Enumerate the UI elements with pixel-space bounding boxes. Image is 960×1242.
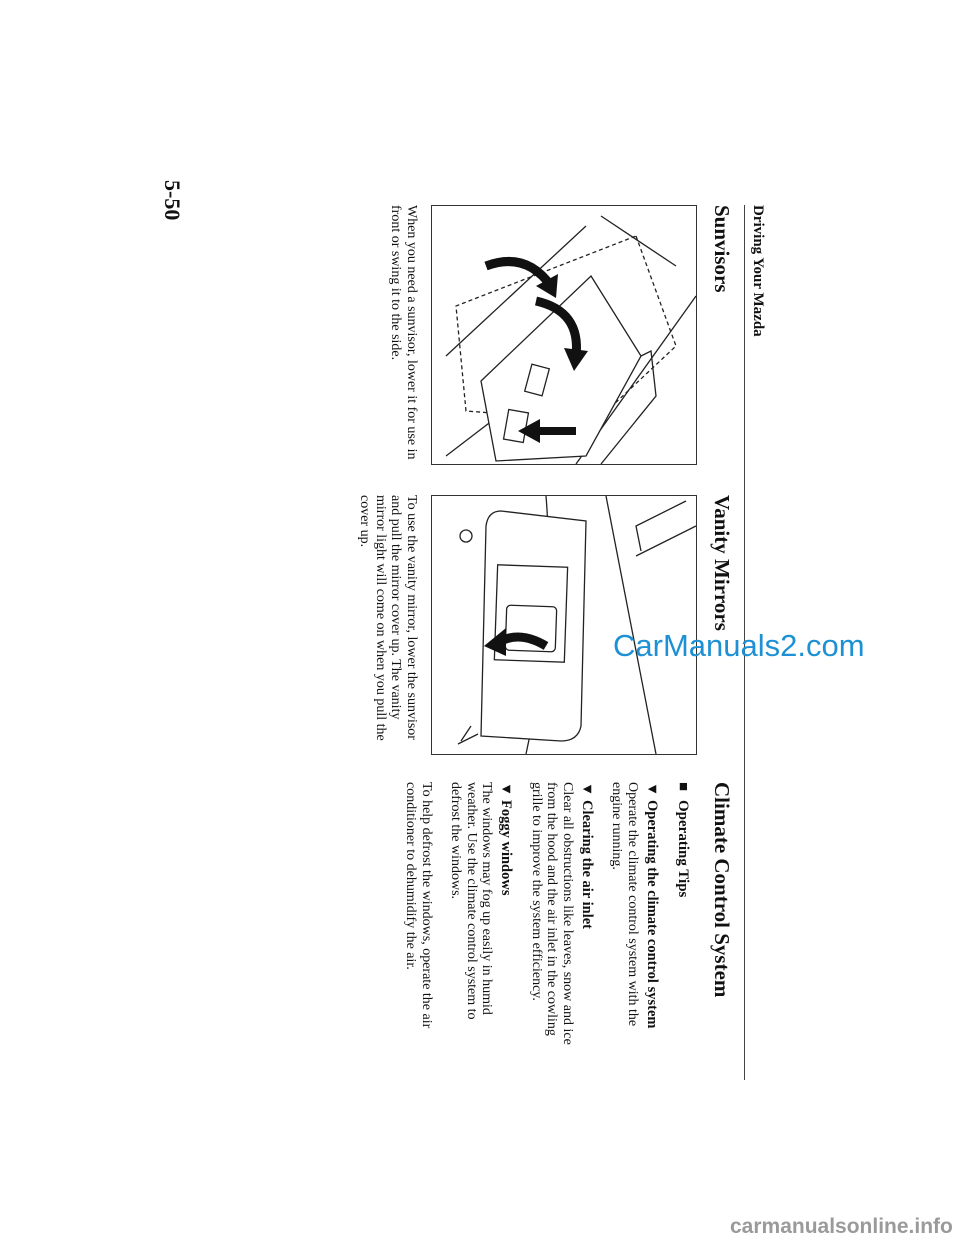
vanity-mirrors-caption: To use the vanity mirror, lower the sunvisor and pull the mirror cover up. The vanity mirror light will come on when you pull the cover up.	[357, 495, 419, 741]
paragraph: Clear all obstructions like leaves, snow and ice from the hood and the air inlet in the cowling grille to improve the system efficiency.	[529, 782, 575, 1045]
sunvisors-caption: When you need a sunvisor, lower it for use in front or swing it to the side.	[388, 205, 419, 460]
page-number: 5-50	[160, 180, 185, 221]
paragraph: To help defrost the windows, operate the air conditioner to dehumidify the air.	[403, 782, 434, 1029]
paragraph: The windows may fog up easily in humid weather. Use the climate control system to defrost the windows.	[448, 782, 495, 1020]
subsection-heading	[579, 782, 595, 1057]
triangle-bullet-icon: ▼	[579, 782, 595, 797]
triangle-bullet-icon: ▼	[644, 782, 660, 797]
subsection-heading	[499, 782, 515, 1057]
site-watermark: carmanualsonline.info	[730, 1215, 953, 1238]
running-header: Driving Your Mazda	[750, 205, 766, 337]
triangle-bullet-icon: ▼	[498, 782, 515, 797]
operating-tips-heading	[674, 782, 691, 1057]
vanity-mirrors-column	[357, 495, 735, 755]
sunvisors-title: Sunvisors	[710, 205, 734, 293]
operating-tips-label: Operating Tips	[675, 800, 691, 898]
climate-column	[403, 782, 735, 1057]
climate-title: Climate Control System	[710, 782, 734, 998]
paragraph: Operate the climate control system with the engine running.	[609, 782, 640, 1027]
subsection-heading-label: Clearing the air inlet	[579, 800, 595, 930]
square-bullet-icon: ■	[675, 782, 691, 792]
sunvisor-illustration	[431, 205, 697, 465]
vanity-mirror-illustration	[431, 495, 697, 755]
watermark: CarManuals2.com	[613, 628, 865, 663]
subsection-heading	[644, 782, 660, 1057]
sunvisors-column	[388, 205, 735, 465]
subsection-heading-label: Operating the climate control system	[644, 800, 660, 1029]
subsection-heading-label: Foggy windows	[498, 800, 515, 896]
vanity-mirrors-title: Vanity Mirrors	[710, 495, 734, 631]
